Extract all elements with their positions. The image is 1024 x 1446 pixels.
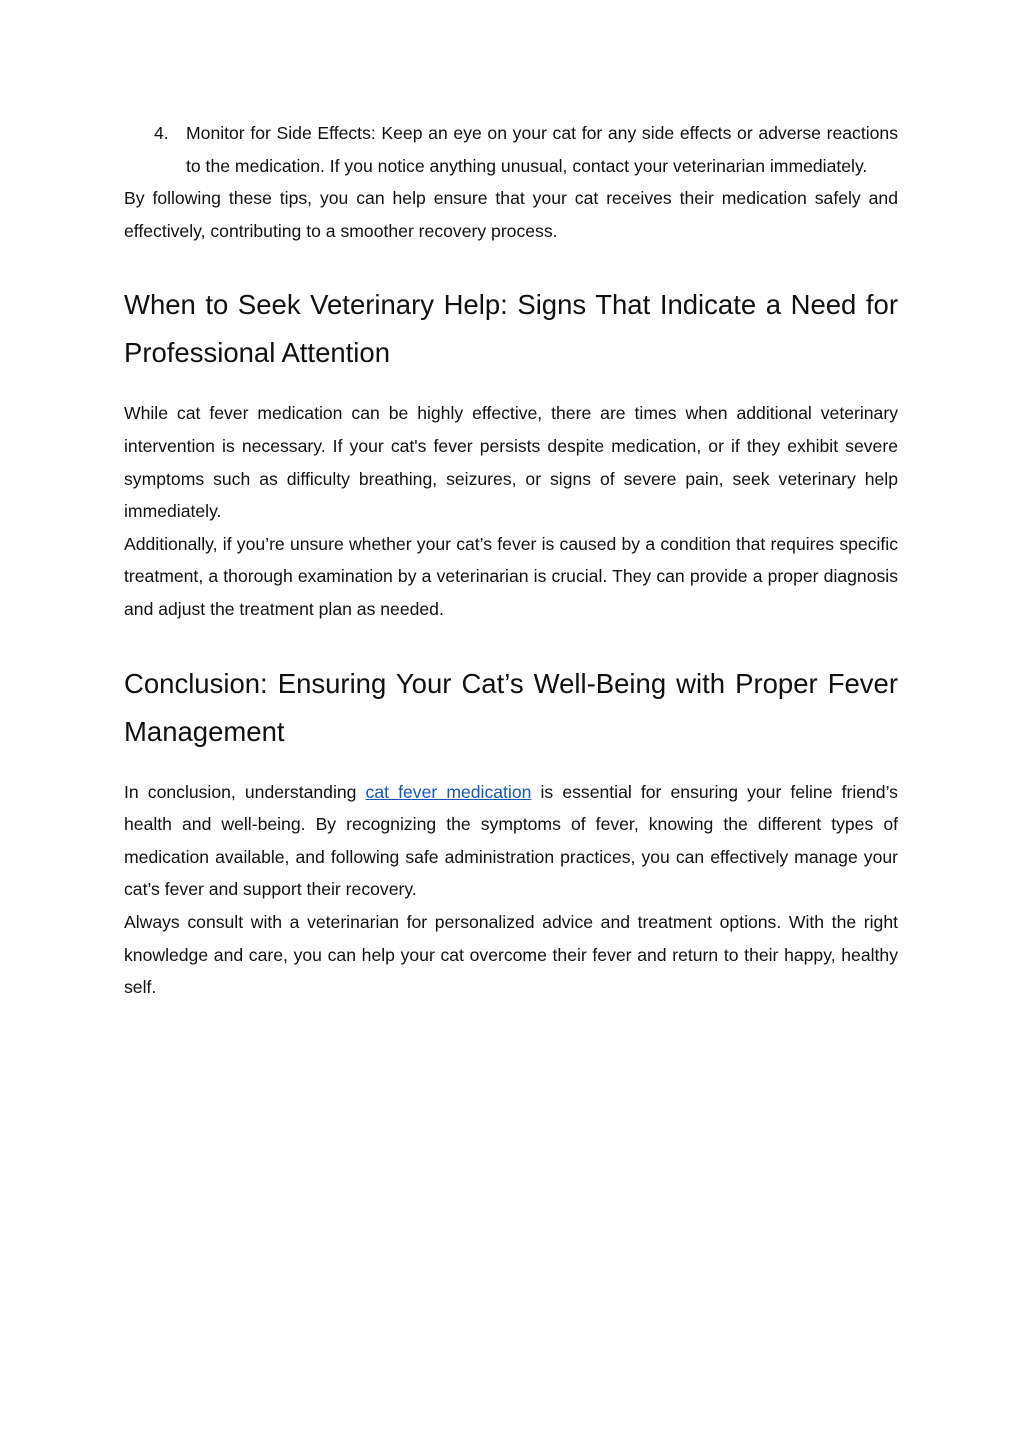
document-page [124,117,898,1004]
cat-fever-medication-link[interactable]: cat fever medication [365,781,532,802]
list-item [124,117,898,182]
conclusion-paragraph-1 [124,776,898,906]
section-heading-conclusion: Conclusion: Ensuring Your Cat’s Well-Being with Proper Fever Management [124,667,898,747]
intro-closing-paragraph: By following these tips, you can help ensure that your cat receives their medication safely and effectively, contributing to a smoother recovery process. [124,188,898,241]
list-item-number: 4. [154,123,169,143]
veterinary-help-paragraph-1: While cat fever medication can be highly effective, there are times when additional veterinary intervention is necessary. If your cat's fever persists despite medication, or if they exhibit severe symptoms such as difficulty breathing, seizures, or signs of severe pain, seek veterinary help immediately. [124,403,898,522]
conclusion-paragraph-1-start: In conclusion, understanding [124,781,366,802]
list-item-text: Monitor for Side Effects: Keep an eye on your cat for any side effects or adverse reactions to the medication. If you notice anything unusual, contact your veterinarian immediately. [186,123,898,176]
veterinary-help-paragraph-2: Additionally, if you’re unsure whether your cat’s fever is caused by a condition that requires specific treatment, a thorough examination by a veterinarian is crucial. They can provide a proper diagnosis and adjust the treatment plan as needed. [124,533,898,619]
conclusion-paragraph-2: Always consult with a veterinarian for personalized advice and treatment options. With the right knowledge and care, you can help your cat overcome their fever and return to their happy, healthy self. [124,911,898,998]
conclusion-paragraph-1-end: is essential for ensuring your feline friend’s health and well-being. By recognizing the symptoms of fever, knowing the different types of medication available, and following safe administration practices, you can effectively manage your cat’s fever and support their recovery. [124,781,898,900]
section-heading-veterinary-help: When to Seek Veterinary Help: Signs That Indicate a Need for Professional Attention [124,289,898,369]
